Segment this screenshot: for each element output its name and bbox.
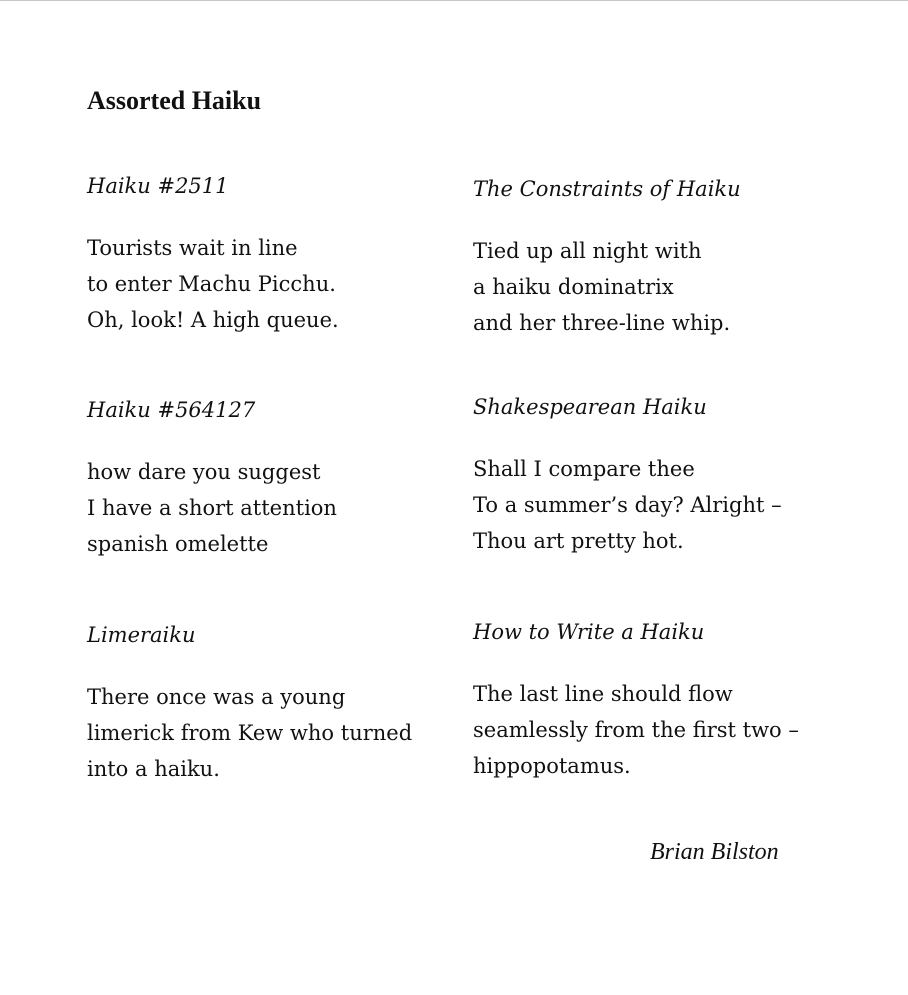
top-border-line — [0, 0, 908, 1]
poem-line: how dare you suggest — [87, 460, 321, 484]
poem-line: and her three-line whip. — [473, 311, 731, 335]
poem-constraints-of-haiku — [473, 175, 741, 341]
poem-line: To a summer’s day? Alright – — [473, 493, 782, 517]
poem-haiku-2511 — [87, 172, 339, 338]
poem-line: hippopotamus. — [473, 754, 631, 778]
poem-how-to-write-a-haiku — [473, 618, 799, 784]
poem-line: into a haiku. — [87, 757, 220, 781]
poem-line: Oh, look! A high queue. — [87, 308, 339, 332]
poem-body — [87, 230, 339, 338]
poem-line: Thou art pretty hot. — [473, 529, 684, 553]
poem-line: spanish omelette — [87, 532, 269, 556]
poem-title: How to Write a Haiku — [473, 620, 705, 644]
poem-line: a haiku dominatrix — [473, 275, 674, 299]
poem-limeraiku — [87, 621, 412, 787]
poem-body — [87, 679, 412, 787]
poem-body — [87, 454, 337, 562]
poem-shakespearean-haiku — [473, 393, 782, 559]
poem-line: Shall I compare thee — [473, 457, 695, 481]
poem-body — [473, 676, 799, 784]
author-signature: Brian Bilston — [650, 839, 779, 865]
poem-line: I have a short attention — [87, 496, 337, 520]
poem-title: Shakespearean Haiku — [473, 395, 707, 419]
poem-line: Tourists wait in line — [87, 236, 298, 260]
poem-line: The last line should flow — [473, 682, 733, 706]
poem-title: Haiku #2511 — [87, 174, 229, 198]
poem-title: The Constraints of Haiku — [473, 177, 741, 201]
poem-line: limerick from Kew who turned — [87, 721, 413, 745]
poem-body — [473, 451, 782, 559]
poem-line: seamlessly from the first two – — [473, 718, 799, 742]
poem-line: There once was a young — [87, 685, 346, 709]
poem-haiku-564127 — [87, 396, 337, 562]
poem-title: Limeraiku — [87, 623, 196, 647]
poem-line: to enter Machu Picchu. — [87, 272, 336, 296]
poem-line: Tied up all night with — [473, 239, 702, 263]
poem-body — [473, 233, 741, 341]
page-title: Assorted Haiku — [87, 86, 262, 115]
poem-title: Haiku #564127 — [87, 398, 256, 422]
